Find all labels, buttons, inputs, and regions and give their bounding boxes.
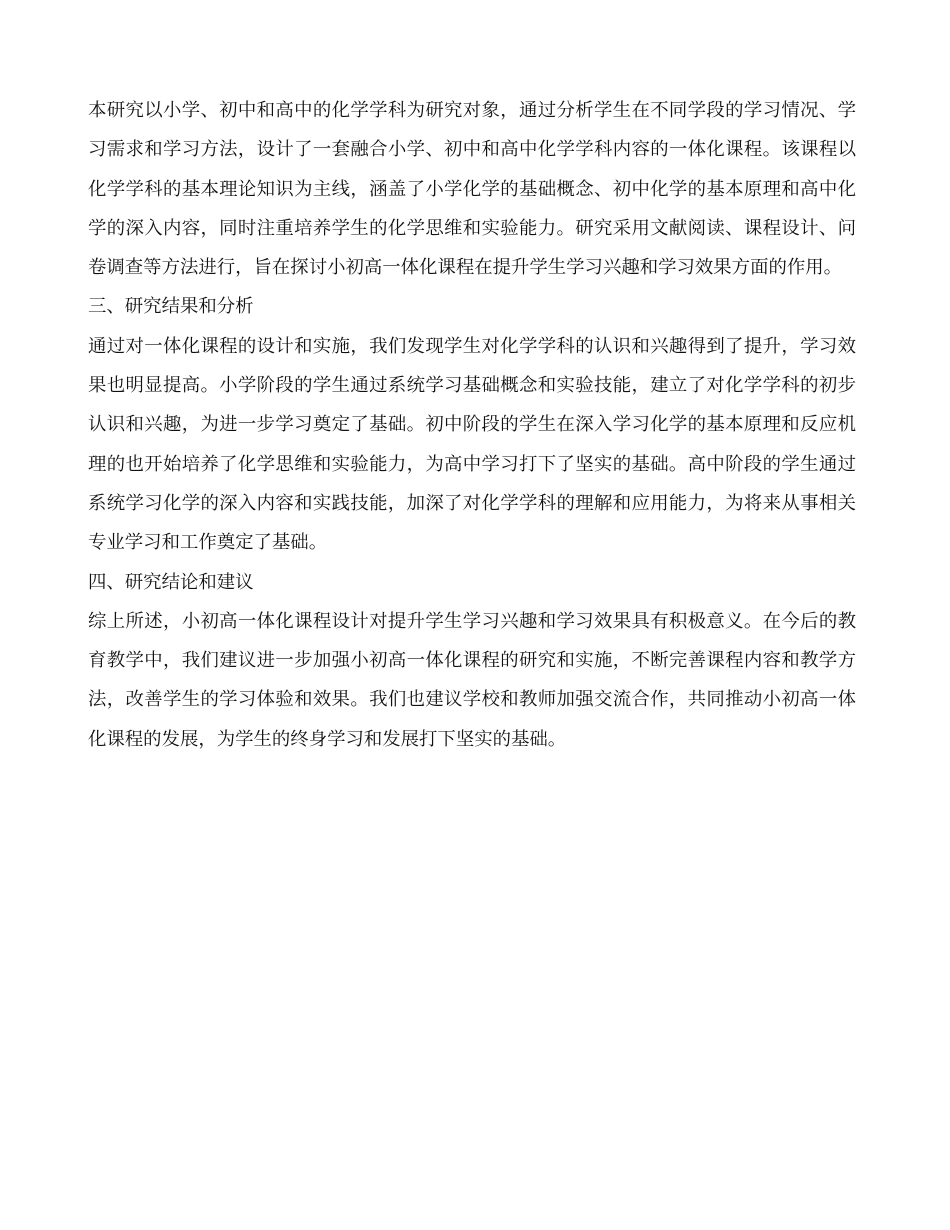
paragraph-conclusions: 综上所述，小初高一体化课程设计对提升学生学习兴趣和学习效果具有积极意义。在今后的教育教学中，我们建议进一步加强小初高一体化课程的研究和实施，不断完善课程内容和教学方法，改善学生的学习体验和效果。我们也建议学校和教师加强交流合作，共同推动小初高一体化课程的发展，为学生的终身学习和发展打下坚实的基础。 (88, 610, 856, 750)
section-heading-conclusions: 四、研究结论和建议 (88, 571, 254, 593)
section-heading-results: 三、研究结果和分析 (88, 296, 254, 318)
document-body (88, 91, 856, 759)
paragraph-results: 通过对一体化课程的设计和实施，我们发现学生对化学学科的认识和兴趣得到了提升，学习效果也明显提高。小学阶段的学生通过系统学习基础概念和实验技能，建立了对化学学科的初步认识和兴趣，为进一步学习奠定了基础。初中阶段的学生在深入学习化学的基本原理和反应机理的也开始培养了化学思维和实验能力，为高中学习打下了坚实的基础。高中阶段的学生通过系统学习化学的深入内容和实践技能，加深了对化学学科的理解和应用能力，为将来从事相关专业学习和工作奠定了基础。 (88, 335, 856, 554)
paragraph-research-object: 本研究以小学、初中和高中的化学学科为研究对象，通过分析学生在不同学段的学习情况、学习需求和学习方法，设计了一套融合小学、初中和高中化学学科内容的一体化课程。该课程以化学学科的基本理论知识为主线，涵盖了小学化学的基础概念、初中化学的基本原理和高中化学的深入内容，同时注重培养学生的化学思维和实验能力。研究采用文献阅读、课程设计、问卷调查等方法进行，旨在探讨小初高一体化课程在提升学生学习兴趣和学习效果方面的作用。 (88, 100, 856, 279)
